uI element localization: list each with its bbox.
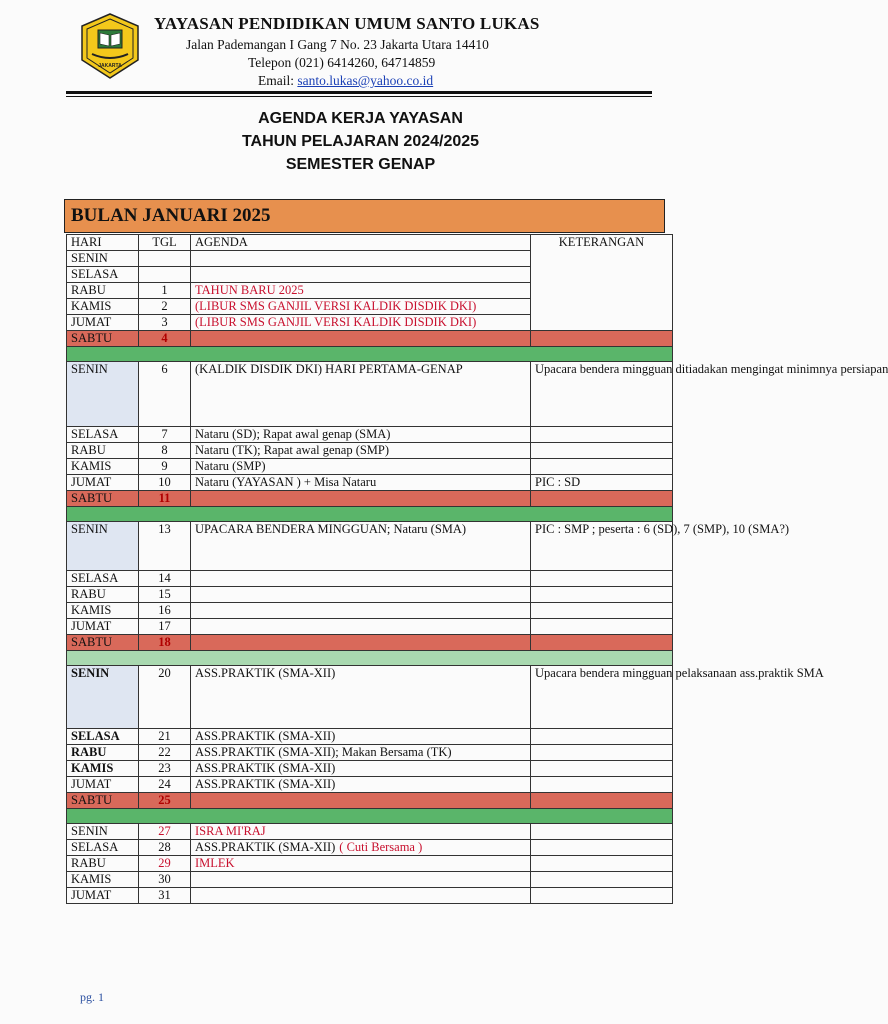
cell-hari: SABTU <box>67 491 139 507</box>
week-separator <box>67 651 673 666</box>
cell-agenda <box>191 251 531 267</box>
cell-hari: KAMIS <box>67 761 139 777</box>
cell-hari: JUMAT <box>67 315 139 331</box>
cell-agenda <box>191 635 531 651</box>
cell-hari: KAMIS <box>67 299 139 315</box>
cell-agenda <box>191 872 531 888</box>
cell-tgl: 31 <box>139 888 191 904</box>
table-row <box>67 619 673 635</box>
cell-tgl: 17 <box>139 619 191 635</box>
cell-tgl: 3 <box>139 315 191 331</box>
organization-phone: Telepon (021) 6414260, 64714859 <box>248 55 436 70</box>
cell-tgl: 10 <box>139 475 191 491</box>
cell-hari: RABU <box>67 283 139 299</box>
week-separator <box>67 347 673 362</box>
cell-agenda <box>191 777 531 793</box>
cell-agenda <box>191 459 531 475</box>
cell-tgl: 30 <box>139 872 191 888</box>
agenda-text: ASS.PRAKTIK (SMA-XII) <box>195 761 336 775</box>
email-link[interactable]: santo.lukas@yahoo.co.id <box>297 73 434 88</box>
agenda-table <box>66 234 888 904</box>
cell-keterangan <box>531 729 673 745</box>
agenda-text: Nataru (SD); Rapat awal genap (SMA) <box>195 427 391 441</box>
table-row <box>67 824 673 840</box>
table-row <box>67 427 673 443</box>
cell-agenda <box>191 571 531 587</box>
table-row <box>67 459 673 475</box>
cell-keterangan <box>531 777 673 793</box>
table-row <box>67 745 673 761</box>
cell-tgl: 25 <box>139 793 191 809</box>
week-separator-cell <box>67 507 673 522</box>
cell-keterangan <box>531 840 673 856</box>
cell-keterangan <box>531 635 673 651</box>
cell-hari: SELASA <box>67 267 139 283</box>
cell-keterangan <box>531 603 673 619</box>
cell-hari: SABTU <box>67 793 139 809</box>
cell-hari: SENIN <box>67 666 139 729</box>
week-separator-cell <box>67 347 673 362</box>
agenda-text: Nataru (TK); Rapat awal genap (SMP) <box>195 443 390 457</box>
week-separator <box>67 809 673 824</box>
table-row <box>67 475 673 491</box>
cell-keterangan: PIC : SD <box>531 475 673 491</box>
table-row <box>67 491 673 507</box>
page-number: pg. 1 <box>80 990 104 1004</box>
agenda-text: ASS.PRAKTIK (SMA-XII) <box>195 729 336 743</box>
agenda-text: (LIBUR SMS GANJIL VERSI KALDIK DISDIK DKI) <box>195 315 477 329</box>
cell-tgl: 13 <box>139 522 191 571</box>
cell-hari: SENIN <box>67 362 139 427</box>
cell-agenda <box>191 840 531 856</box>
cell-hari: RABU <box>67 587 139 603</box>
cell-agenda <box>191 587 531 603</box>
cell-hari: SELASA <box>67 729 139 745</box>
table-row <box>67 872 673 888</box>
cell-tgl: 28 <box>139 840 191 856</box>
cell-agenda <box>191 283 531 299</box>
agenda-text: Nataru (SMP) <box>195 459 266 473</box>
cell-keterangan: Upacara bendera mingguan ditiadakan mengingat minimnya persiapan <box>531 362 673 427</box>
cell-keterangan <box>531 761 673 777</box>
cell-tgl: 23 <box>139 761 191 777</box>
cell-hari: KAMIS <box>67 603 139 619</box>
table-row <box>67 603 673 619</box>
cell-hari: JUMAT <box>67 777 139 793</box>
table-row <box>67 729 673 745</box>
cell-hari: JUMAT <box>67 475 139 491</box>
cell-agenda <box>191 315 531 331</box>
organization-address: Jalan Pademangan I Gang 7 No. 23 Jakarta Utara 14410 <box>186 37 489 52</box>
cell-hari: SABTU <box>67 635 139 651</box>
table-row <box>67 888 673 904</box>
cell-agenda <box>191 299 531 315</box>
cell-tgl <box>139 267 191 283</box>
cell-agenda <box>191 522 531 571</box>
svg-text:JAKARTA: JAKARTA <box>98 63 122 69</box>
table-row <box>67 761 673 777</box>
cell-keterangan <box>531 331 673 347</box>
cell-tgl: 27 <box>139 824 191 840</box>
week-separator-cell <box>67 809 673 824</box>
cell-agenda <box>191 267 531 283</box>
semester: SEMESTER GENAP <box>285 156 436 173</box>
cell-agenda <box>191 427 531 443</box>
table-header-row <box>67 235 673 251</box>
cell-tgl: 7 <box>139 427 191 443</box>
cell-agenda <box>191 362 531 427</box>
table-row <box>67 793 673 809</box>
cell-agenda <box>191 443 531 459</box>
header-rule-thin <box>66 96 652 97</box>
cell-tgl <box>139 251 191 267</box>
cell-tgl: 29 <box>139 856 191 872</box>
cell-tgl: 22 <box>139 745 191 761</box>
cell-agenda <box>191 666 531 729</box>
cell-hari: SELASA <box>67 571 139 587</box>
cell-hari: SELASA <box>67 427 139 443</box>
cell-agenda <box>191 475 531 491</box>
table-row <box>67 777 673 793</box>
cell-keterangan <box>531 443 673 459</box>
agenda-note: ( Cuti Bersama ) <box>339 840 423 854</box>
cell-keterangan <box>531 856 673 872</box>
table-row <box>67 331 673 347</box>
cell-agenda <box>191 856 531 872</box>
week-separator <box>67 507 673 522</box>
cell-agenda <box>191 619 531 635</box>
cell-tgl: 21 <box>139 729 191 745</box>
cell-tgl: 14 <box>139 571 191 587</box>
cell-hari: KAMIS <box>67 459 139 475</box>
academic-year: TAHUN PELAJARAN 2024/2025 <box>241 133 480 150</box>
cell-hari: SENIN <box>67 251 139 267</box>
cell-tgl: 20 <box>139 666 191 729</box>
cell-keterangan <box>531 824 673 840</box>
header-agenda: AGENDA <box>191 235 531 251</box>
agenda-text: (KALDIK DISDIK DKI) HARI PERTAMA-GENAP <box>195 362 463 376</box>
table-row <box>67 856 673 872</box>
cell-tgl: 11 <box>139 491 191 507</box>
organization-name: YAYASAN PENDIDIKAN UMUM SANTO LUKAS <box>154 14 540 33</box>
cell-agenda <box>191 491 531 507</box>
header-rule-thick <box>66 91 652 94</box>
document-title: AGENDA KERJA YAYASAN <box>258 110 463 127</box>
cell-agenda <box>191 331 531 347</box>
cell-keterangan: PIC : SMP ; peserta : 6 (SD), 7 (SMP), 10 (SMA?) <box>531 522 673 571</box>
foundation-logo <box>76 12 144 80</box>
agenda-text: ISRA MI'RAJ <box>195 824 266 838</box>
table-row <box>67 443 673 459</box>
cell-hari: RABU <box>67 443 139 459</box>
cell-keterangan <box>531 491 673 507</box>
cell-tgl: 2 <box>139 299 191 315</box>
cell-tgl: 24 <box>139 777 191 793</box>
cell-hari: SENIN <box>67 824 139 840</box>
cell-tgl: 4 <box>139 331 191 347</box>
cell-keterangan: Upacara bendera mingguan pelaksanaan ass.praktik SMA <box>531 666 673 729</box>
cell-hari: JUMAT <box>67 888 139 904</box>
cell-agenda <box>191 888 531 904</box>
table-row <box>67 362 673 427</box>
table-row <box>67 635 673 651</box>
cell-agenda <box>191 824 531 840</box>
table-row <box>67 840 673 856</box>
cell-keterangan <box>531 745 673 761</box>
agenda-text: (LIBUR SMS GANJIL VERSI KALDIK DISDIK DKI) <box>195 299 477 313</box>
cell-keterangan <box>531 427 673 443</box>
header-hari: HARI <box>67 235 139 251</box>
agenda-text: Nataru (YAYASAN ) + Misa Nataru <box>195 475 377 489</box>
table-row <box>67 522 673 571</box>
agenda-text: TAHUN BARU 2025 <box>195 283 304 297</box>
cell-tgl: 1 <box>139 283 191 299</box>
table-row <box>67 587 673 603</box>
cell-keterangan <box>531 872 673 888</box>
cell-tgl: 16 <box>139 603 191 619</box>
cell-keterangan <box>531 571 673 587</box>
header-tgl: TGL <box>139 235 191 251</box>
cell-hari: RABU <box>67 856 139 872</box>
cell-keterangan <box>531 793 673 809</box>
cell-hari: SELASA <box>67 840 139 856</box>
cell-hari: SABTU <box>67 331 139 347</box>
cell-tgl: 9 <box>139 459 191 475</box>
cell-hari: RABU <box>67 745 139 761</box>
table-row <box>67 666 673 729</box>
cell-agenda <box>191 603 531 619</box>
cell-agenda <box>191 793 531 809</box>
cell-hari: KAMIS <box>67 872 139 888</box>
agenda-text: ASS.PRAKTIK (SMA-XII) <box>195 666 336 680</box>
cell-agenda <box>191 729 531 745</box>
cell-hari: JUMAT <box>67 619 139 635</box>
cell-keterangan <box>531 587 673 603</box>
cell-tgl: 15 <box>139 587 191 603</box>
agenda-text: IMLEK <box>195 856 235 870</box>
cell-agenda <box>191 745 531 761</box>
organization-email <box>258 73 618 89</box>
cell-keterangan <box>531 459 673 475</box>
agenda-text: ASS.PRAKTIK (SMA-XII); Makan Bersama (TK) <box>195 745 452 759</box>
table-row <box>67 571 673 587</box>
agenda-text: ASS.PRAKTIK (SMA-XII) <box>195 777 336 791</box>
cell-hari: SENIN <box>67 522 139 571</box>
cell-tgl: 6 <box>139 362 191 427</box>
agenda-text: ASS.PRAKTIK (SMA-XII) <box>195 840 336 854</box>
agenda-text: UPACARA BENDERA MINGGUAN; Nataru (SMA) <box>195 522 467 536</box>
month-banner: BULAN JANUARI 2025 <box>64 199 665 233</box>
cell-keterangan <box>531 888 673 904</box>
cell-agenda <box>191 761 531 777</box>
cell-tgl: 18 <box>139 635 191 651</box>
header-keterangan: KETERANGAN <box>531 235 673 331</box>
cell-tgl: 8 <box>139 443 191 459</box>
cell-keterangan <box>531 619 673 635</box>
week-separator-cell <box>67 651 673 666</box>
email-label: Email: <box>258 73 298 88</box>
